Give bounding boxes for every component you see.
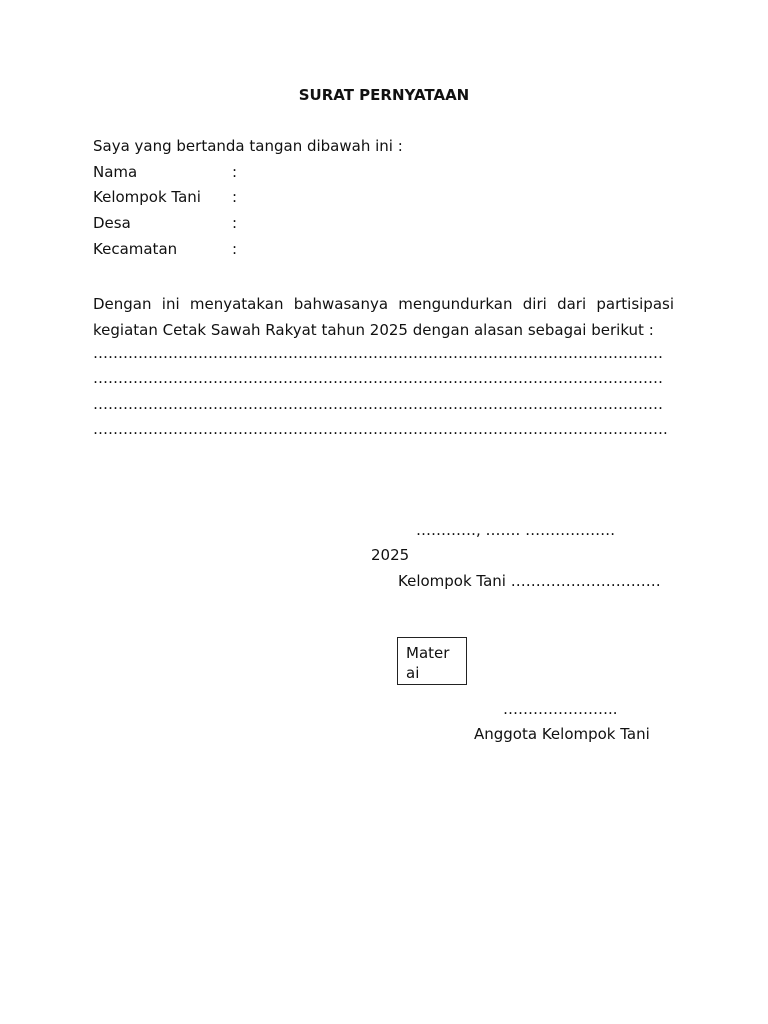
field-label-desa: Desa [93,214,131,232]
signer-role: Anggota Kelompok Tani [474,725,650,743]
document-title: SURAT PERNYATAAN [298,86,470,104]
field-colon-kelompok-tani: : [232,188,238,206]
signer-name-placeholder: ………………….. [503,700,618,718]
reason-line: ……………………………………………………………………………………………………. [93,422,668,437]
field-colon-nama: : [232,163,238,181]
field-label-kecamatan: Kecamatan [93,240,178,258]
field-label-kelompok-tani: Kelompok Tani [93,188,201,206]
reason-line: …………………………………………………………………………………………………… [93,346,663,361]
field-label-nama: Nama [93,163,138,181]
field-colon-desa: : [232,214,238,232]
statement-paragraph: Dengan ini menyatakan bahwasanya mengundurkan diri dari partisipasi kegiatan Cetak Sawah Rakyat tahun 2025 dengan alasan sebagai berikut : [93,295,674,339]
year-text: 2025 [371,546,410,564]
field-colon-kecamatan: : [232,240,238,258]
intro-text: Saya yang bertanda tangan dibawah ini : [93,137,403,155]
group-name-line: Kelompok Tani ………………………… [398,572,661,590]
reason-line: …………………………………………………………………………………………………… [93,397,663,412]
reason-line: …………………………………………………………………………………………………… [93,371,663,386]
materai-stamp-box: Materai [397,637,467,685]
place-date-line: …………, ……. ……………… [416,521,616,539]
